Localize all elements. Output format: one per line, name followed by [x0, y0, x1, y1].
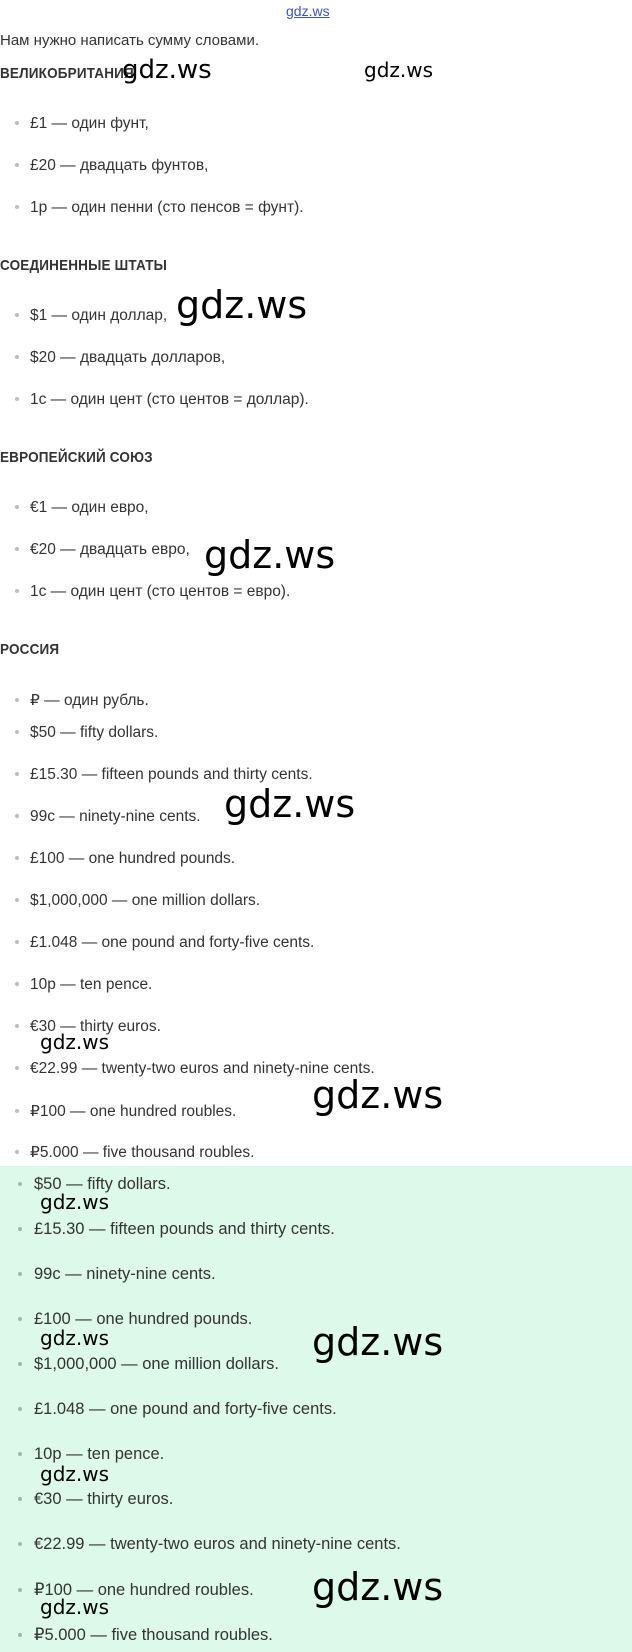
watermark: gdz.ws [364, 58, 434, 82]
answer-item: 10p — ten pence. [18, 1445, 164, 1464]
bullet [18, 1362, 22, 1366]
watermark: gdz.ws [40, 1190, 110, 1214]
list-item: 1p — один пенни (сто пенсов = фунт). [15, 199, 304, 217]
heading-us: СОЕДИНЕННЫЕ ШТАТЫ [0, 257, 168, 274]
list-item: $20 — двадцать долларов, [15, 349, 225, 367]
bullet [18, 1182, 22, 1186]
answer-item: €30 — thirty euros. [18, 1490, 173, 1509]
bullet [18, 1272, 22, 1276]
list-item: $1 — один доллар, [15, 307, 167, 325]
bullet [18, 1542, 22, 1546]
bullet [15, 1109, 19, 1113]
bullet [15, 505, 19, 509]
answer-item: ₽5.000 — five thousand roubles. [18, 1625, 273, 1645]
intro-text: Нам нужно написать сумму словами. [0, 32, 259, 49]
answer-item: $50 — fifty dollars. [18, 1175, 171, 1194]
list-item: £1.048 — one pound and forty-five cents. [15, 934, 314, 952]
site-link[interactable]: gdz.ws [286, 3, 330, 19]
list-item: €20 — двадцать евро, [15, 541, 190, 559]
bullet [15, 313, 19, 317]
watermark: gdz.ws [312, 1073, 444, 1117]
answer-item: 99c — ninety-nine cents. [18, 1265, 216, 1284]
answer-item: ₽100 — one hundred roubles. [18, 1580, 254, 1600]
bullet [15, 856, 19, 860]
list-item: £1 — один фунт, [15, 115, 149, 133]
list-item: $50 — fifty dollars. [15, 724, 158, 742]
bullet [15, 205, 19, 209]
bullet [15, 982, 19, 986]
bullet [15, 940, 19, 944]
watermark: gdz.ws [40, 1595, 110, 1619]
heading-uk: ВЕЛИКОБРИТАНИЯ [0, 65, 134, 82]
watermark: gdz.ws [224, 782, 356, 826]
bullet [15, 589, 19, 593]
bullet [18, 1452, 22, 1456]
heading-russia: РОССИЯ [0, 641, 60, 658]
answer-item: £1.048 — one pound and forty-five cents. [18, 1400, 337, 1419]
watermark: gdz.ws [312, 1565, 444, 1609]
list-item: $1,000,000 — one million dollars. [15, 892, 260, 910]
bullet [15, 1066, 19, 1070]
watermark: gdz.ws [176, 283, 308, 327]
bullet [15, 730, 19, 734]
bullet [15, 814, 19, 818]
answer-item: $1,000,000 — one million dollars. [18, 1355, 279, 1374]
bullet [18, 1588, 22, 1592]
watermark: gdz.ws [204, 533, 336, 577]
list-item: £20 — двадцать фунтов, [15, 157, 208, 175]
list-item: 99c — ninety-nine cents. [15, 808, 201, 826]
answer-item: £15.30 — fifteen pounds and thirty cents. [18, 1220, 335, 1239]
list-item: €1 — один евро, [15, 499, 149, 517]
list-item: 1c — один цент (сто центов = евро). [15, 583, 290, 601]
answer-item: €22.99 — twenty-two euros and ninety-nine cents. [18, 1535, 401, 1554]
bullet [15, 1024, 19, 1028]
answer-item: £100 — one hundred pounds. [18, 1310, 252, 1329]
list-item: £15.30 — fifteen pounds and thirty cents. [15, 766, 313, 784]
watermark: gdz.ws [122, 55, 212, 85]
bullet [15, 772, 19, 776]
heading-eu: ЕВРОПЕЙСКИЙ СОЮЗ [0, 449, 153, 466]
list-item: ₽5.000 — five thousand roubles. [15, 1143, 254, 1162]
bullet [15, 898, 19, 902]
list-item: €22.99 — twenty-two euros and ninety-nine cents. [15, 1060, 375, 1078]
list-item: €30 — thirty euros. [15, 1018, 161, 1036]
watermark: gdz.ws [40, 1326, 110, 1350]
bullet [18, 1407, 22, 1411]
bullet [18, 1227, 22, 1231]
bullet [18, 1317, 22, 1321]
bullet [15, 397, 19, 401]
bullet [15, 547, 19, 551]
list-item: 10p — ten pence. [15, 976, 152, 994]
bullet [15, 163, 19, 167]
bullet [15, 1150, 19, 1154]
bullet [15, 698, 19, 702]
list-item: £100 — one hundred pounds. [15, 850, 235, 868]
watermark: gdz.ws [312, 1320, 444, 1364]
watermark: gdz.ws [40, 1462, 110, 1486]
bullet [15, 121, 19, 125]
list-item: ₽ — один рубль. [15, 691, 149, 710]
bullet [18, 1497, 22, 1501]
list-item: 1c — один цент (сто центов = доллар). [15, 391, 309, 409]
list-item: ₽100 — one hundred roubles. [15, 1102, 236, 1121]
bullet [15, 355, 19, 359]
watermark: gdz.ws [40, 1030, 110, 1054]
bullet [18, 1633, 22, 1637]
